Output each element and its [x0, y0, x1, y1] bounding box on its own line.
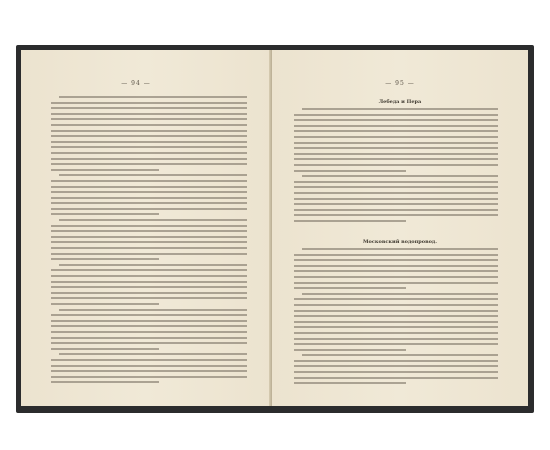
text-line [294, 220, 406, 222]
text-line [302, 293, 498, 295]
text-line [294, 114, 498, 116]
text-line [294, 265, 498, 267]
text-line [51, 370, 247, 372]
text-line [51, 213, 159, 215]
text-line [51, 337, 247, 339]
text-line [302, 175, 498, 177]
right-page-heading-1: Лебеда и Пера [378, 99, 422, 105]
text-line [51, 152, 247, 154]
text-line [294, 360, 498, 362]
text-line [294, 371, 498, 373]
text-line [51, 118, 247, 120]
text-line [51, 376, 247, 378]
text-line [51, 281, 247, 283]
text-line [294, 186, 498, 188]
text-line [51, 107, 247, 109]
text-line [51, 286, 247, 288]
text-line [294, 259, 498, 261]
right-page-body-text-1 [294, 108, 498, 225]
text-line [51, 331, 247, 333]
text-line [51, 113, 247, 115]
text-line [51, 314, 247, 316]
text-line [51, 359, 247, 361]
text-line [294, 147, 498, 149]
text-line [51, 292, 247, 294]
text-line [51, 297, 247, 299]
text-line [294, 130, 498, 132]
text-line [294, 198, 498, 200]
text-line [51, 180, 247, 182]
text-line [59, 219, 247, 221]
text-line [51, 230, 247, 232]
text-line [51, 258, 159, 260]
text-line [51, 202, 247, 204]
text-line [294, 203, 498, 205]
left-page-body-text [51, 96, 247, 387]
text-line [294, 209, 498, 211]
text-line [294, 332, 498, 334]
text-line [294, 158, 498, 160]
text-line [51, 141, 247, 143]
text-line [51, 325, 247, 327]
text-line [294, 214, 498, 216]
text-line [51, 342, 247, 344]
text-line [294, 125, 498, 127]
text-line [51, 208, 247, 210]
right-page-heading-2: Московский водопровод. [363, 239, 437, 245]
right-page-number: — 95 — [385, 80, 415, 87]
text-line [294, 192, 498, 194]
text-line [51, 186, 247, 188]
text-line [51, 169, 159, 171]
text-line [51, 158, 247, 160]
text-line [51, 135, 247, 137]
text-line [294, 338, 498, 340]
text-line [302, 354, 498, 356]
text-line [294, 142, 498, 144]
text-line [51, 348, 159, 350]
text-line [51, 163, 247, 165]
text-line [294, 254, 498, 256]
text-line [59, 353, 247, 355]
text-line [59, 264, 247, 266]
text-line [294, 287, 406, 289]
text-line [294, 181, 498, 183]
text-line [51, 275, 247, 277]
text-line [294, 276, 498, 278]
text-line [51, 197, 247, 199]
text-line [294, 365, 498, 367]
text-line [51, 253, 247, 255]
text-line [294, 310, 498, 312]
text-line [294, 343, 498, 345]
open-book [16, 45, 534, 413]
text-line [294, 282, 498, 284]
right-page [272, 50, 528, 406]
text-line [59, 309, 247, 311]
text-line [51, 225, 247, 227]
text-line [294, 153, 498, 155]
text-line [51, 124, 247, 126]
text-line [294, 382, 406, 384]
text-line [294, 326, 498, 328]
text-line [51, 320, 247, 322]
text-line [294, 349, 406, 351]
text-line [51, 236, 247, 238]
text-line [51, 146, 247, 148]
text-line [302, 108, 498, 110]
text-line [51, 191, 247, 193]
text-line [51, 381, 159, 383]
text-line [51, 365, 247, 367]
text-line [294, 304, 498, 306]
text-line [294, 270, 498, 272]
text-line [51, 269, 247, 271]
text-line [51, 303, 159, 305]
text-line [51, 102, 247, 104]
text-line [51, 241, 247, 243]
text-line [294, 298, 498, 300]
text-line [294, 321, 498, 323]
left-page [21, 50, 272, 406]
text-line [294, 377, 498, 379]
text-line [294, 119, 498, 121]
text-line [294, 170, 406, 172]
text-line [59, 174, 247, 176]
text-line [51, 130, 247, 132]
text-line [59, 96, 247, 98]
text-line [51, 247, 247, 249]
right-page-body-text-2 [294, 248, 498, 388]
text-line [302, 248, 498, 250]
text-line [294, 136, 498, 138]
left-page-number: — 94 — [121, 80, 151, 87]
text-line [294, 164, 498, 166]
text-line [294, 315, 498, 317]
